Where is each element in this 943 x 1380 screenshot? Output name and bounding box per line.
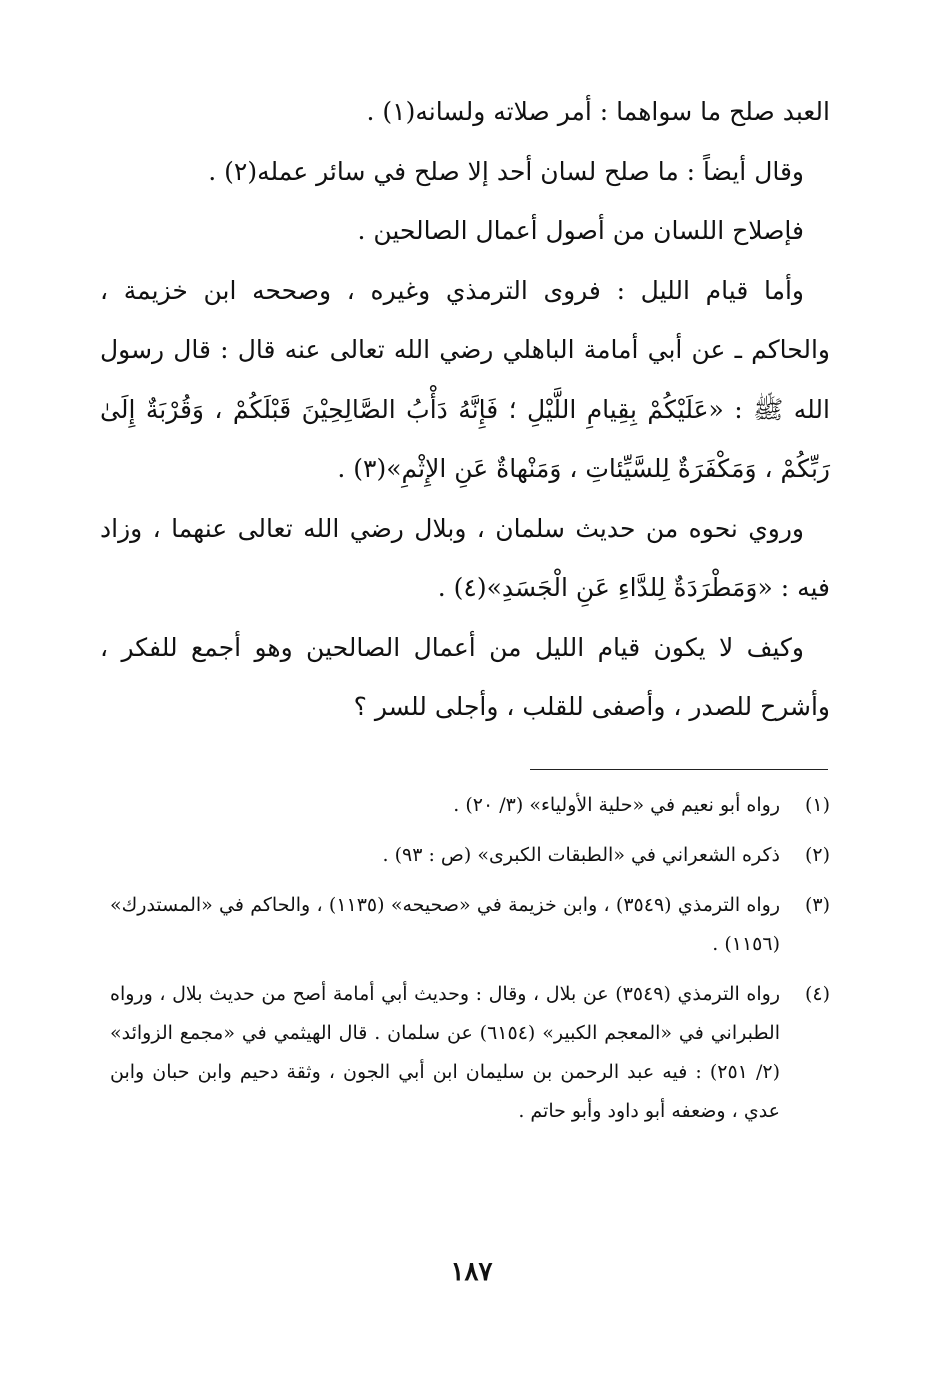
footnote-divider	[530, 769, 828, 770]
footnote-text: رواه الترمذي (٣٥٤٩) عن بلال ، وقال : وحديث أبي أمامة أصح من حديث بلال ، ورواه الطبراني في «المعجم الكبير» (٦١٥٤) عن سلمان . قال الهيثمي في «مجمع الزوائد» (٢/ ٢٥١) : فيه عبد الرحمن بن سليمان ابن أبي الجون ، وثقة دحيم وابن حبان وابن عدي ، وضعفه أبو داود وأبو حاتم .	[110, 983, 780, 1122]
page-number: ١٨٧	[450, 1257, 493, 1287]
footnote-1	[110, 786, 830, 825]
footnote-3	[110, 886, 830, 964]
main-text	[100, 82, 830, 737]
footnote-2	[110, 836, 830, 875]
paragraph-3: فإصلاح اللسان من أصول أعمال الصالحين .	[357, 216, 804, 245]
paragraph-5: وروي نحوه من حديث سلمان ، وبلال رضي الله تعالى عنهما ، وزاد فيه : «وَمَطْرَدَةٌ لِلدَّاءِ عَنِ الْجَسَدِ»(٤) .	[100, 513, 830, 602]
paragraph-1: العبد صلح ما سواهما : أمر صلاته ولسانه(١) .	[366, 97, 830, 126]
footnote-4	[110, 975, 830, 1131]
paragraph-2: وقال أيضاً : ما صلح لسان أحد إلا صلح في سائر عمله(٢) .	[208, 156, 804, 186]
footnote-number: (٤)	[804, 983, 830, 1005]
footnote-number: (٢)	[804, 844, 830, 866]
footnote-text: رواه أبو نعيم في «حلية الأولياء» (٣/ ٢٠) .	[453, 794, 780, 816]
footnote-text: ذكره الشعراني في «الطبقات الكبرى» (ص : ٩٣) .	[382, 844, 780, 866]
footnote-number: (١)	[804, 794, 830, 816]
paragraph-4: وأما قيام الليل : فروى الترمذي وغيره ، وصححه ابن خزيمة ، والحاكم ـ عن أبي أمامة الباهلي رضي الله تعالى عنه قال : قال رسول الله ﷺ : «عَلَيْكُمْ بِقِيامِ اللَّيْلِ ؛ فَإِنَّهُ دَأْبُ الصَّالِحِيْنَ قَبْلَكُمْ ، وَقُرْبَةٌ إِلَىٰ رَبِّكُمْ ، وَمَكْفَرَةٌ لِلسَّيِّئاتِ ، وَمَنْهاةٌ عَنِ الإِثْمِ»(٣) .	[100, 275, 830, 483]
footnote-number: (٣)	[804, 894, 830, 916]
paragraph-6: وكيف لا يكون قيام الليل من أعمال الصالحين وهو أجمع للفكر ، وأشرح للصدر ، وأصفى للقلب ، وأجلى للسر ؟	[100, 632, 830, 721]
footnotes	[110, 786, 830, 1142]
footnote-text: رواه الترمذي (٣٥٤٩) ، وابن خزيمة في «صحيحه» (١١٣٥) ، والحاكم في «المستدرك» (١١٥٦) .	[110, 894, 781, 955]
